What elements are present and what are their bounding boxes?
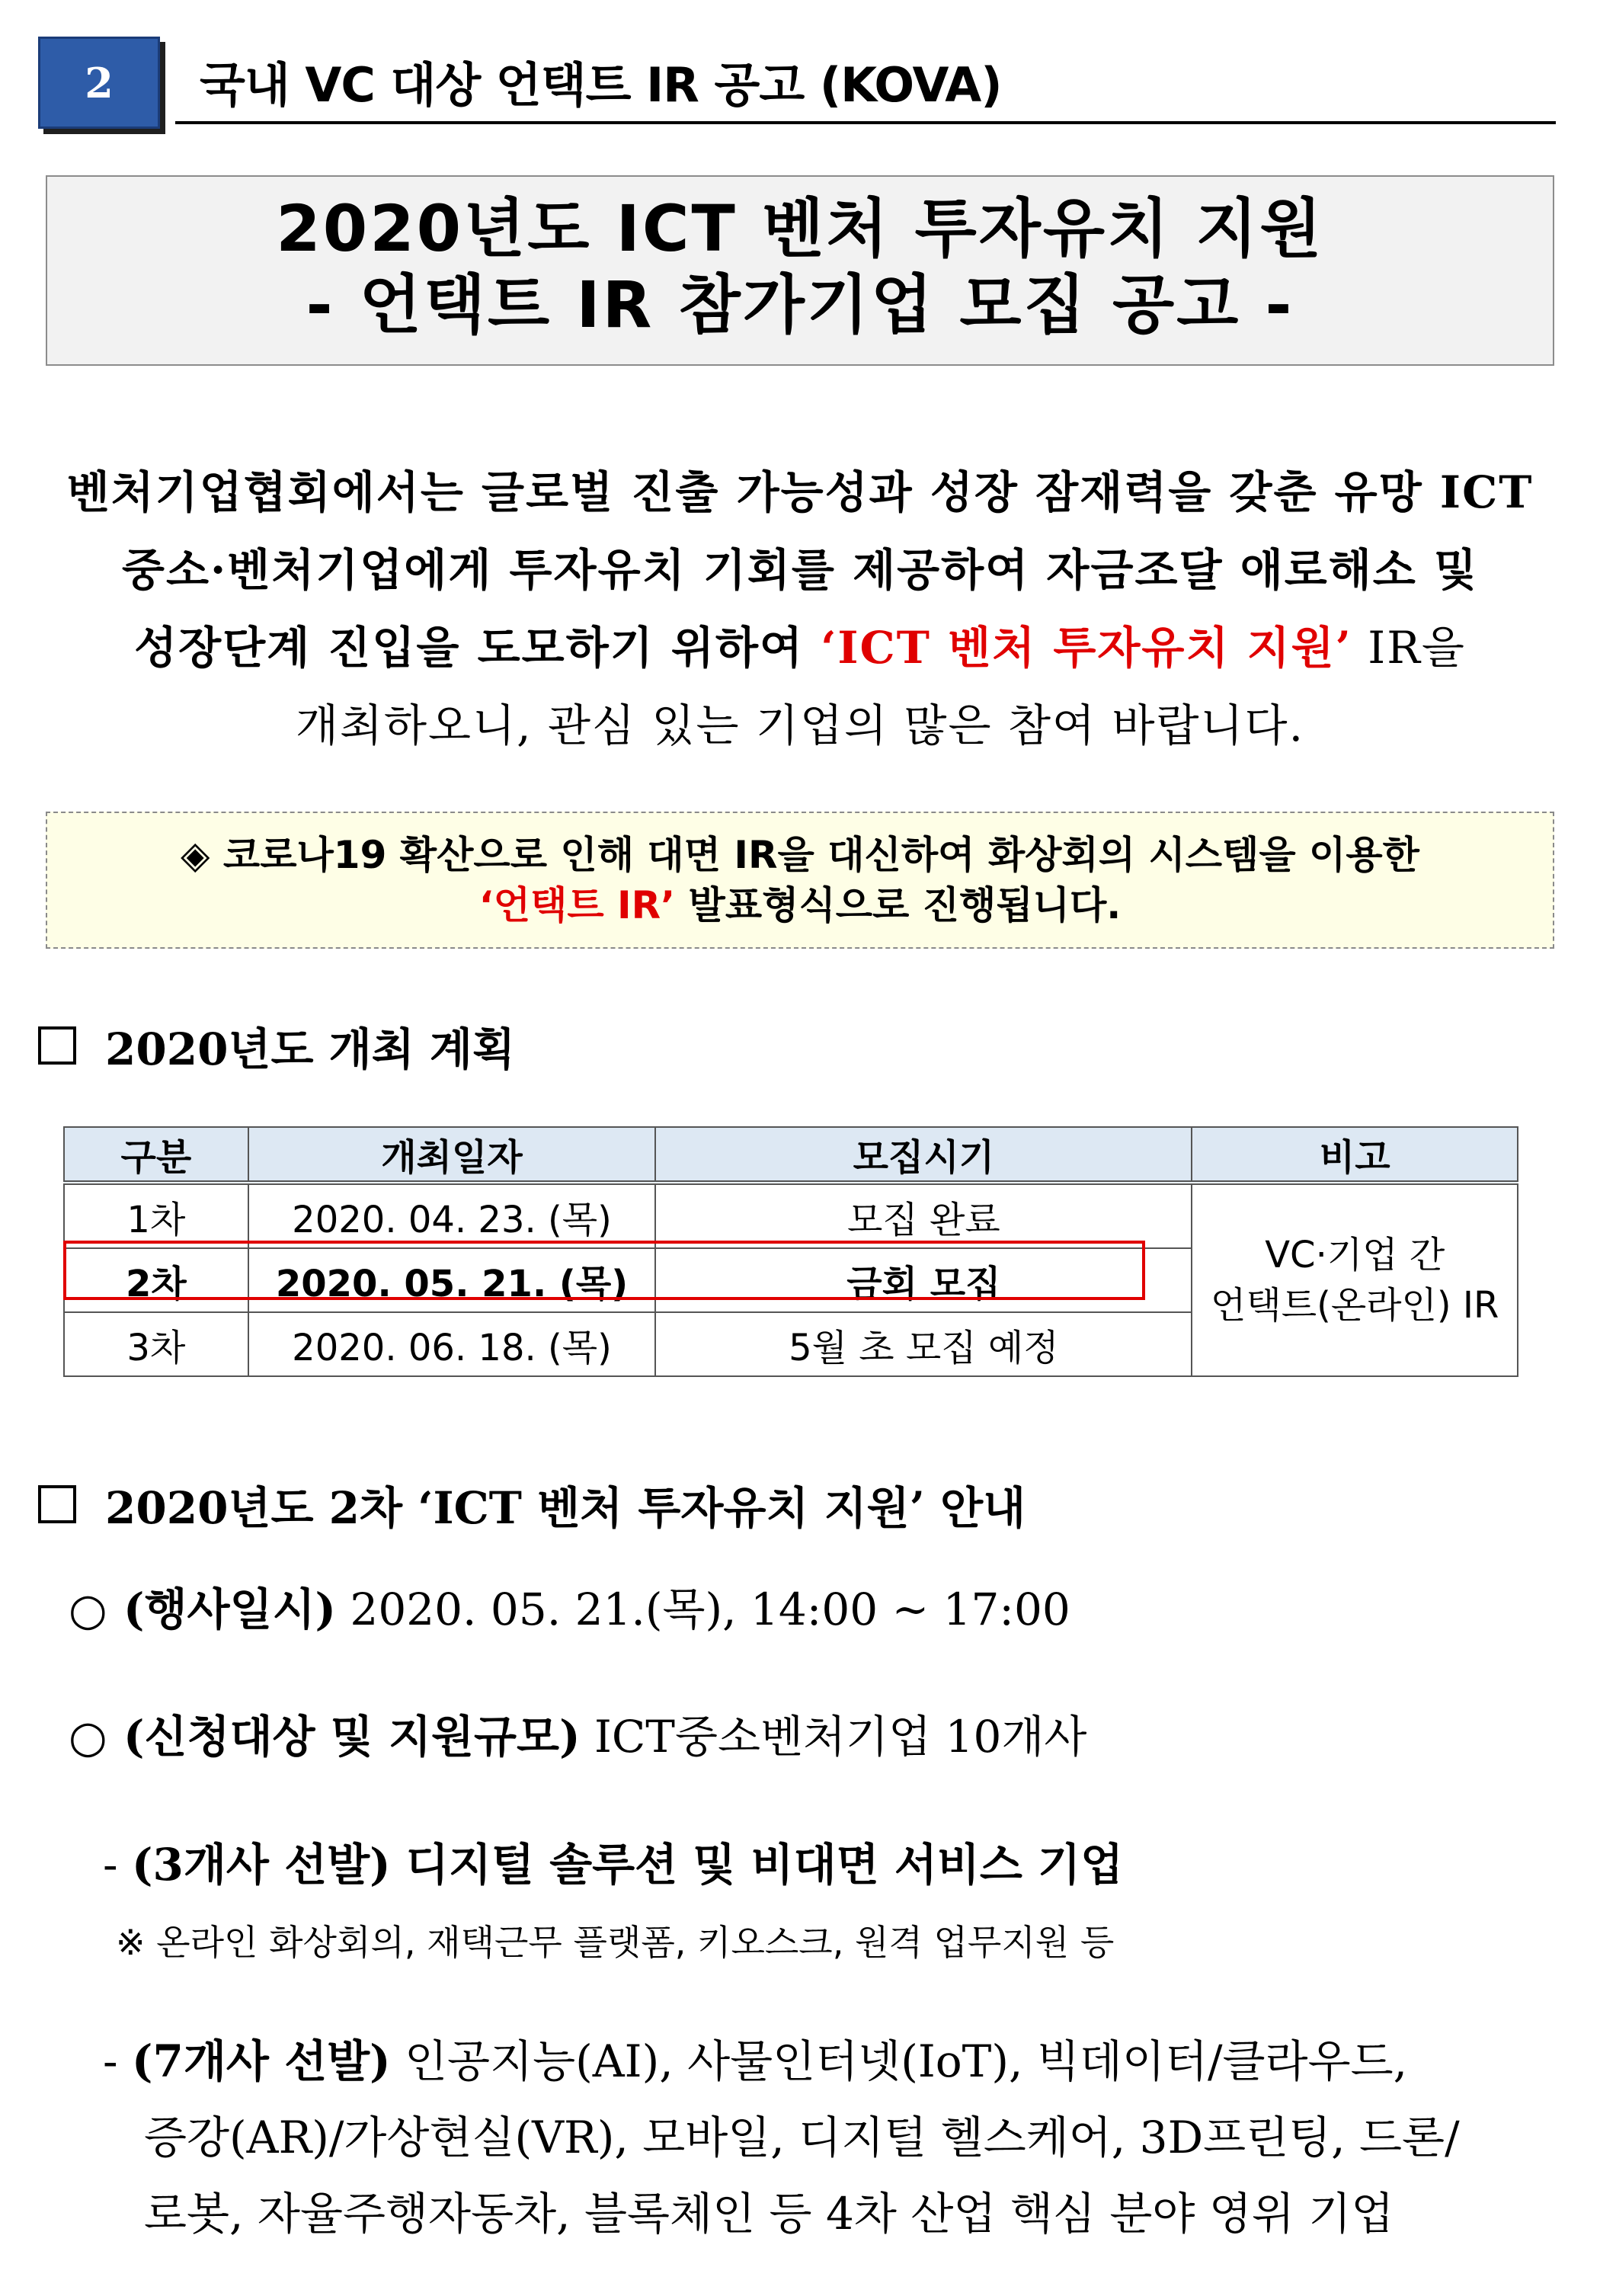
circle-bullet-icon: ○ (69, 1584, 107, 1635)
core-selection-line-2: 증강(AR)/가상현실(VR), 모바일, 디지털 헬스케어, 3D프린팅, 드론/ (144, 2112, 1460, 2163)
dash-bullet-icon: - (103, 2035, 118, 2087)
round-cell: 2차 (64, 1248, 248, 1312)
recruit-cell: 모집 완료 (655, 1183, 1192, 1248)
checkbox-icon (38, 1026, 76, 1065)
intro-line-3-start: 성장단계 진입을 도모하기 위하여 (134, 622, 821, 674)
plan-heading-text: 2020년도 개최 계획 (105, 1023, 515, 1075)
circle-bullet-icon: ○ (69, 1711, 107, 1763)
intro-highlight-program: ‘ICT 벤처 투자유치 지원’ (821, 622, 1352, 674)
title-line-2: - 언택트 IR 참가기업 모집 공고 - (306, 267, 1294, 342)
intro-line-3-end: IR을 (1352, 622, 1466, 674)
title-box (46, 175, 1554, 366)
table-header-row (64, 1127, 1518, 1183)
event-date-label: (행사일시) (123, 1584, 336, 1635)
date-cell: 2020. 04. 23. (목) (248, 1183, 656, 1248)
core-selection-label: (7개사 선발) (132, 2035, 391, 2087)
title-line-1: 2020년도 ICT 벤처 투자유치 지원 (276, 191, 1324, 266)
date-cell: 2020. 06. 18. (목) (248, 1312, 656, 1376)
section-number-badge: 2 (38, 37, 160, 129)
header-rule (175, 121, 1556, 124)
core-selection-line-3: 로봇, 자율주행자동차, 블록체인 등 4차 산업 핵심 분야 영위 기업 (144, 2188, 1394, 2240)
guide-heading (38, 1472, 1026, 1536)
column-header: 모집시기 (655, 1127, 1192, 1183)
event-date-item (69, 1574, 1070, 1638)
column-header: 구분 (64, 1127, 248, 1183)
digital-selection-item (103, 1829, 1123, 1893)
section-title: 국내 VC 대상 언택트 IR 공고 (KOVA) (200, 57, 1002, 113)
notice-line-1: ◈ 코로나19 확산으로 인해 대면 IR을 대신하여 화상회의 시스템을 이용한 (181, 833, 1419, 877)
intro-line-1: 벤처기업협회에서는 글로벌 진출 가능성과 성장 잠재력을 갖춘 유망 ICT (66, 466, 1534, 518)
notice-line-2-end: 발표형식으로 진행됩니다. (675, 883, 1122, 927)
plan-heading (38, 1014, 515, 1078)
digital-selection-label: (3개사 선발) (132, 1839, 391, 1891)
note-line-2: 언택트(온라인) IR (1210, 1284, 1499, 1327)
digital-selection-value: 디지털 솔루션 및 비대면 서비스 기업 (390, 1839, 1124, 1891)
note-line-1: VC·기업 간 (1265, 1234, 1445, 1276)
round-cell: 3차 (64, 1312, 248, 1376)
column-header: 개최일자 (248, 1127, 656, 1183)
dash-bullet-icon: - (103, 1839, 118, 1891)
recruit-cell: 금회 모집 (655, 1248, 1192, 1312)
target-label: (신청대상 및 지원규모) (123, 1711, 581, 1763)
intro-paragraph (53, 453, 1547, 764)
intro-line-3 (53, 609, 1547, 687)
note-cell (1192, 1183, 1518, 1376)
checkbox-icon (38, 1485, 76, 1523)
guide-heading-text: 2020년도 2차 ‘ICT 벤처 투자유치 지원’ 안내 (105, 1482, 1026, 1534)
date-cell: 2020. 05. 21. (목) (248, 1248, 656, 1312)
intro-line-2: 중소·벤처기업에게 투자유치 기회를 제공하여 자금조달 애로해소 및 (121, 544, 1479, 596)
notice-line-2 (47, 880, 1553, 930)
digital-selection-note: ※ 온라인 화상회의, 재택근무 플랫폼, 키오스크, 원격 업무지원 등 (116, 1922, 1115, 1963)
intro-line-4: 개최하오니, 관심 있는 기업의 많은 참여 바랍니다. (295, 700, 1305, 751)
target-value: ICT중소벤처기업 10개사 (580, 1711, 1087, 1763)
round-cell: 1차 (64, 1183, 248, 1248)
schedule-table (63, 1126, 1518, 1377)
column-header: 비고 (1192, 1127, 1518, 1183)
core-selection-line-1: 인공지능(AI), 사물인터넷(IoT), 빅데이터/클라우드, (390, 2035, 1408, 2087)
event-date-value: 2020. 05. 21.(목), 14:00 ~ 17:00 (336, 1584, 1070, 1635)
notice-box (46, 812, 1554, 949)
recruit-cell: 5월 초 모집 예정 (655, 1312, 1192, 1376)
notice-highlight: ‘언택트 IR’ (478, 883, 676, 927)
target-item (69, 1701, 1086, 1765)
core-selection-item (103, 2023, 1558, 2252)
table-row (64, 1183, 1518, 1248)
